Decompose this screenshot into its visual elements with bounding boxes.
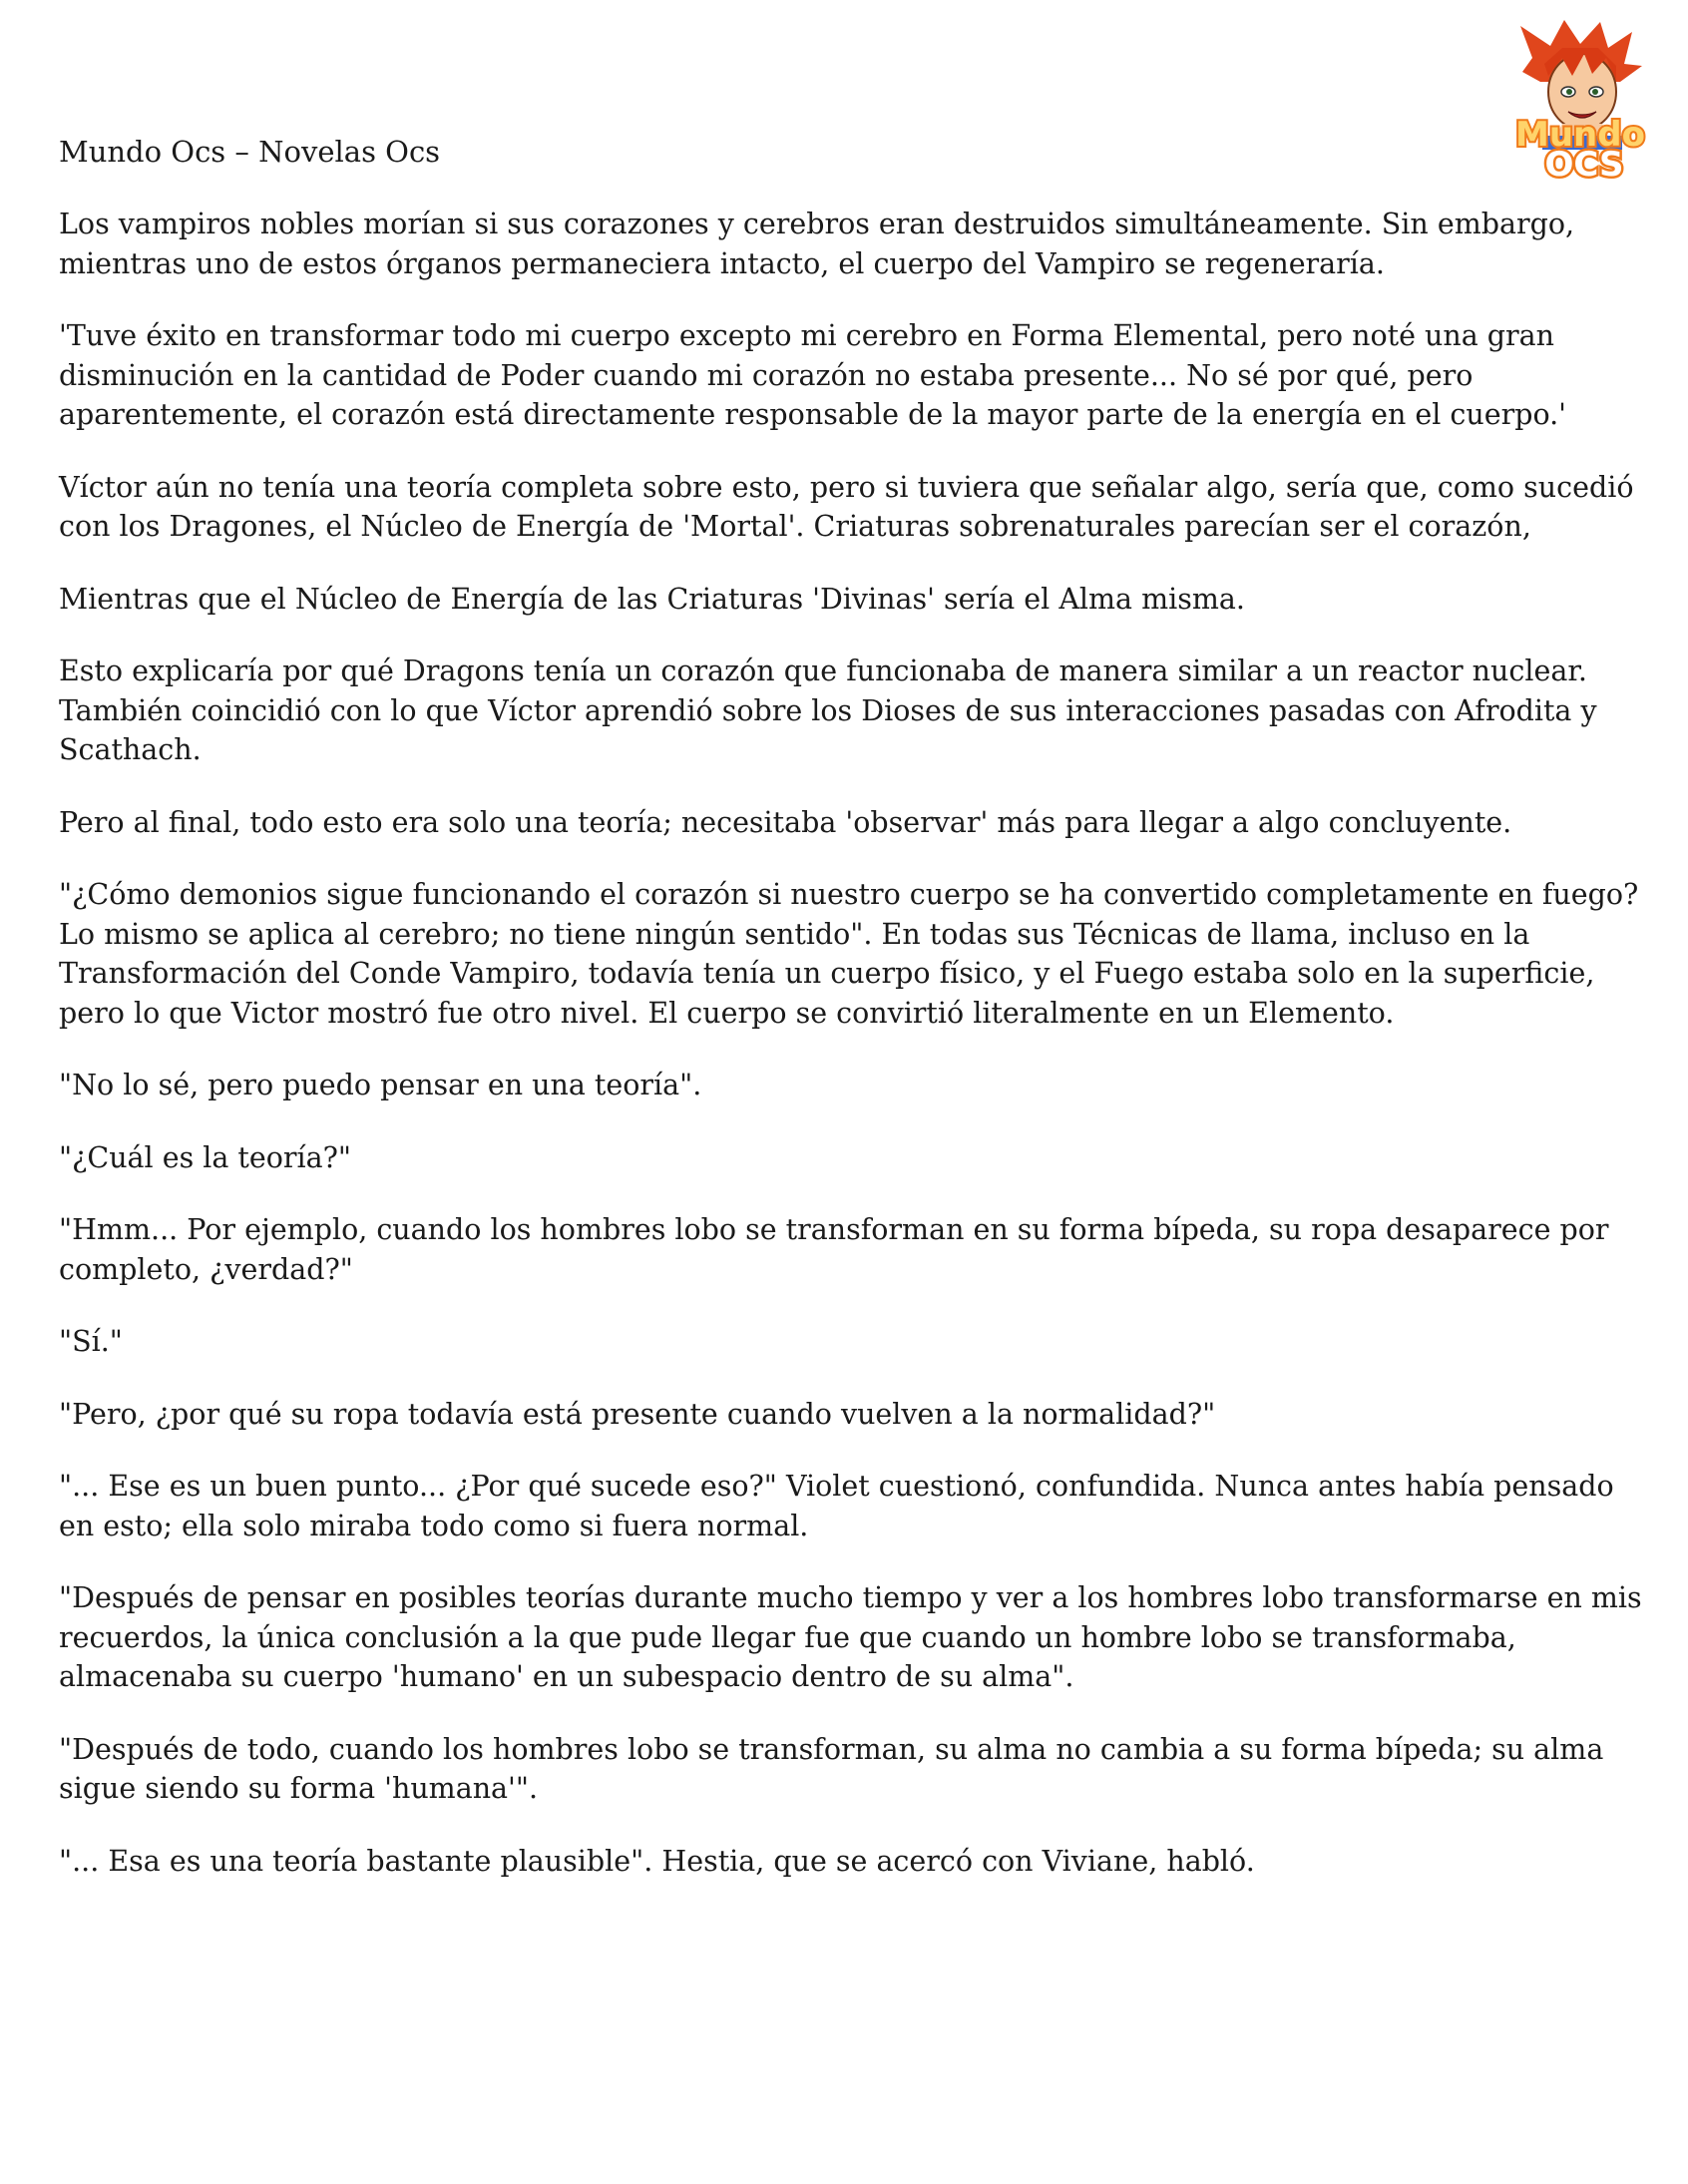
- paragraph: "Después de todo, cuando los hombres lobo se transforman, su alma no cambia a su forma bípeda; su alma sigue siendo su forma 'humana'".: [59, 1732, 1604, 1805]
- svg-text:Mundo: Mundo: [1515, 115, 1645, 155]
- paragraph: "... Esa es una teoría bastante plausible". Hestia, que se acercó con Viviane, habló.: [59, 1844, 1255, 1878]
- paragraph: "Sí.": [59, 1325, 123, 1358]
- paragraph: "No lo sé, pero puedo pensar en una teoría".: [59, 1069, 702, 1101]
- paragraph: Mientras que el Núcleo de Energía de las Criaturas 'Divinas' sería el Alma misma.: [59, 582, 1245, 616]
- mundo-ocs-logo: [1492, 18, 1668, 180]
- paragraph: Los vampiros nobles morían si sus corazones y cerebros eran destruidos simultáneamente. Sin embargo, mientras uno de estos órganos permaneciera intacto, el cuerpo del Vampiro se regeneraría.: [59, 208, 1575, 280]
- paragraph: "¿Cómo demonios sigue funcionando el corazón si nuestro cuerpo se ha convertido completamente en fuego? Lo mismo se aplica al cerebro; no tiene ningún sentido". En todas sus Técnicas de llama, incluso en la Transformación del Conde Vampiro, todavía tenía un cuerpo físico, y el Fuego estaba solo en la superficie, pero lo que Victor mostró fue otro nivel. El cuerpo se convirtió literalmente en un Elemento.: [59, 878, 1639, 1030]
- paragraph: "¿Cuál es la teoría?": [59, 1140, 352, 1174]
- paragraph: Pero al final, todo esto era solo una teoría; necesitaba 'observar' más para llegar a algo concluyente.: [59, 805, 1512, 839]
- paragraph: "Hmm... Por ejemplo, cuando los hombres lobo se transforman en su forma bípeda, su ropa desaparece por completo, ¿verdad?": [59, 1213, 1609, 1286]
- document-header: Mundo Ocs – Novelas Ocs: [59, 135, 441, 169]
- paragraph: "Después de pensar en posibles teorías durante mucho tiempo y ver a los hombres lobo transformarse en mis recuerdos, la única conclusión a la que pude llegar fue que cuando un hombre lobo se transformaba, almacenaba su cuerpo 'humano' en un subespacio dentro de su alma".: [59, 1581, 1642, 1693]
- paragraph: 'Tuve éxito en transformar todo mi cuerpo excepto mi cerebro en Forma Elemental, pero noté una gran disminución en la cantidad de Poder cuando mi corazón no estaba presente... No sé por qué, pero aparentemente, el corazón está directamente responsable de la mayor parte de la energía en el cuerpo.': [59, 319, 1567, 431]
- paragraph: Esto explicaría por qué Dragons tenía un corazón que funcionaba de manera similar a un reactor nuclear. También coincidió con lo que Víctor aprendió sobre los Dioses de sus interacciones pasadas con Afrodita y Scathach.: [59, 655, 1597, 766]
- svg-text:OCS: OCS: [1544, 145, 1624, 180]
- mundo-ocs-mascot-icon: [1492, 18, 1668, 180]
- paragraph: "Pero, ¿por qué su ropa todavía está presente cuando vuelven a la normalidad?": [59, 1397, 1216, 1431]
- paragraph: Víctor aún no tenía una teoría completa sobre esto, pero si tuviera que señalar algo, sería que, como sucedió con los Dragones, el Núcleo de Energía de 'Mortal'. Criaturas sobrenaturales parecían ser el corazón,: [59, 470, 1634, 543]
- document-body: [59, 205, 1655, 1914]
- paragraph: "... Ese es un buen punto... ¿Por qué sucede eso?" Violet cuestionó, confundida. Nunca antes había pensado en esto; ella solo miraba todo como si fuera normal.: [59, 1470, 1614, 1542]
